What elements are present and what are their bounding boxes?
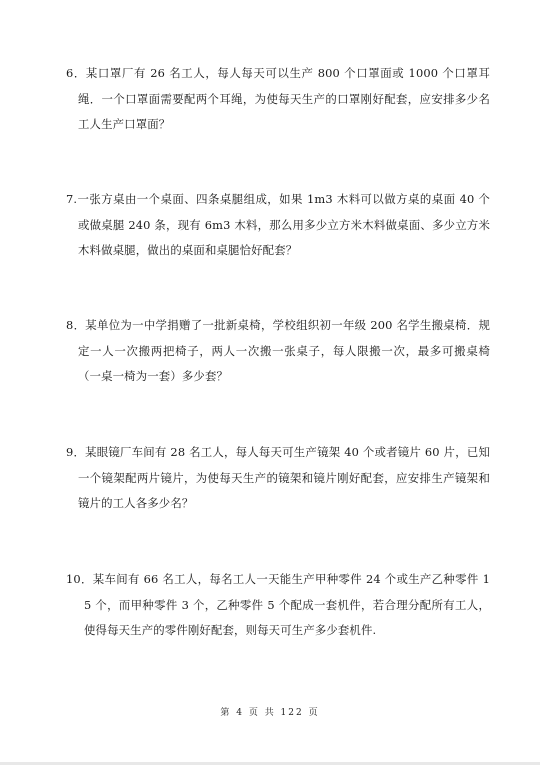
problem-6: 6．某口罩厂有 26 名工人，每人每天可以生产 800 个口罩面或 1000 个口罩耳绳．一个口罩面需要配两个耳绳，为使每天生产的口罩刚好配套，应安排多少名工人生产口罩面？ — [66, 66, 490, 131]
problem-8: 8．某单位为一中学捐赠了一批新桌椅，学校组织初一年级 200 名学生搬桌椅．规定一人一次搬两把椅子，两人一次搬一张桌子，每人限搬一次，最多可搬桌椅（一桌一椅为一套）多少套？ — [66, 318, 490, 383]
problem-10: 10．某车间有 66 名工人，每名工人一天能生产甲种零件 24 个或生产乙种零件 15 个，而甲种零件 3 个，乙种零件 5 个配成一套机件，若合理分配所有工人，使得每天生产的零件刚好配套，则每天可生产多少套机件. — [66, 572, 490, 637]
problem-9: 9．某眼镜厂车间有 28 名工人，每人每天可生产镜架 40 个或者镜片 60 片，已知一个镜架配两片镜片，为使每天生产的镜架和镜片刚好配套，应安排生产镜架和镜片的工人各多少名？ — [66, 445, 490, 510]
problem-7: 7.一张方桌由一个桌面、四条桌腿组成，如果 1m3 木料可以做方桌的桌面 40 个或做桌腿 240 条，现有 6m3 木料，那么用多少立方米木料做桌面、多少立方米木料做桌腿，做出的桌面和桌腿恰好配套？ — [66, 192, 490, 257]
page-footer: 第 4 页 共 122 页 — [220, 708, 320, 718]
